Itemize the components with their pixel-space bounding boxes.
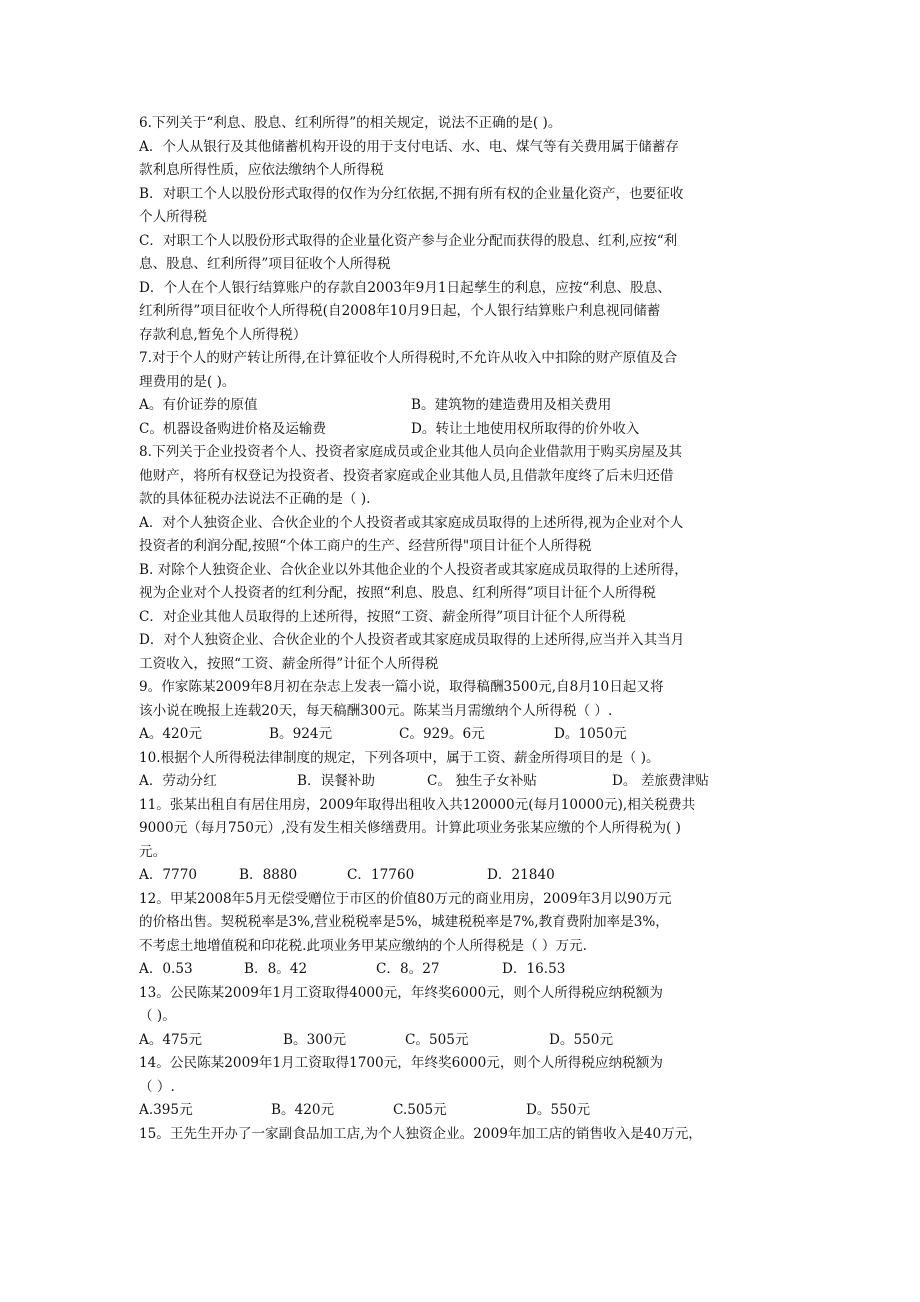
question-10-option-b: B．误餐补助 (297, 773, 375, 789)
question-13-option-b: B。300元 (283, 1031, 347, 1048)
question-6-option-d: D．个人在个人银行结算账户的存款自2003年9月1日起孳生的利息，应按“利息、股息、 (139, 279, 671, 296)
question-10-option-d: D。 差旅费津贴 (612, 773, 709, 789)
question-12-options (139, 958, 789, 982)
question-11 (139, 794, 789, 888)
question-11-stem: 11。张某出租自有居住用房，2009年取得出租收入共120000元(每月10000元),相关税费共 (139, 796, 696, 813)
question-15-stem: 15。王先生开办了一家副食品加工店,为个人独资企业。2009年加工店的销售收入是40万元， (139, 1125, 702, 1142)
question-6-option-d-cont: 红利所得”项目征收个人所得税(自2008年10月9日起，个人银行结算账户利息视同储蓄 (139, 303, 661, 319)
question-12-option-b: B．8。42 (244, 961, 308, 977)
question-11-option-a: A．7770 (139, 867, 198, 883)
question-10-option-a: A．劳动分红 (139, 773, 217, 789)
question-12 (139, 888, 789, 982)
question-7-option-c: C。机器设备购进价格及运输费 (139, 420, 327, 437)
question-11-option-b: B．8880 (239, 867, 298, 883)
question-7-stem: 7.对于个人的财产转让所得,在计算征收个人所得税时,不允许从收入中扣除的财产原值及合 (139, 350, 678, 366)
question-8 (139, 441, 789, 676)
question-6-option-a-cont: 款利息所得性质，应依法缴纳个人所得税 (139, 162, 384, 178)
question-9 (139, 676, 789, 747)
question-10-stem: 10.根据个人所得税法律制度的规定，下列各项中，属于工资、薪金所得项目的是（ )。 (139, 749, 660, 766)
document-body (139, 112, 789, 1146)
question-6-option-d-cont2: 存款利息,暂免个人所得税） (139, 326, 307, 343)
question-13 (139, 982, 789, 1053)
question-8-option-b-cont: 视为企业对个人投资者的红利分配，按照“利息、股息、红利所得”项目计征个人所得税 (139, 585, 656, 601)
question-6-option-b-cont: 个人所得税 (139, 209, 207, 225)
question-14-option-c: C.505元 (393, 1102, 447, 1118)
question-13-stem-cont: （ )。 (139, 1008, 176, 1024)
question-14-stem: 14。公民陈某2009年1月工资取得1700元，年终奖6000元，则个人所得税应纳税额为 (139, 1055, 663, 1071)
question-10-options (139, 770, 789, 794)
question-14 (139, 1052, 789, 1123)
question-7-options-row-1 (139, 394, 789, 418)
question-12-stem-cont2: 不考虑土地增值税和印花税.此项业务甲某应缴纳的个人所得税是（ ）万元. (139, 937, 587, 954)
question-10 (139, 747, 789, 794)
question-8-option-d: D．对个人独资企业、合伙企业的个人投资者或其家庭成员取得的上述所得,应当并入其当月 (139, 632, 685, 648)
question-9-option-d: D。1050元 (554, 726, 627, 742)
question-8-option-b: B. 对除个人独资企业、合伙企业以外其他企业的个人投资者或其家庭成员取得的上述所得， (139, 561, 688, 578)
question-11-options (139, 864, 789, 888)
question-14-stem-cont: （ ）. (139, 1078, 175, 1095)
question-9-stem: 9。作家陈某2009年8月初在杂志上发表一篇小说，取得稿酬3500元,自8月10日起又将 (139, 679, 664, 695)
question-6-option-c: C．对职工个人以股份形式取得的企业量化资产参与企业分配而获得的股息、红利,应按“利 (139, 232, 678, 249)
question-6-option-b: B．对职工个人以股份形式取得的仅作为分红依据,不拥有所有权的企业量化资产，也要征收 (139, 185, 684, 202)
question-7-option-b: B。建筑物的建造费用及相关费用 (411, 397, 612, 413)
question-11-stem-cont2: 元。 (139, 843, 167, 860)
question-11-option-d: D．21840 (487, 867, 555, 883)
question-7-option-a: A。有价证券的原值 (139, 397, 258, 413)
question-10-option-c: C。 独生子女补贴 (427, 773, 537, 789)
question-12-stem: 12。甲某2008年5月无偿受赠位于市区的价值80万元的商业用房，2009年3月以90万元 (139, 890, 672, 907)
question-8-option-a: A．对个人独资企业、合伙企业的个人投资者或其家庭成员取得的上述所得,视为企业对个人 (139, 514, 684, 531)
question-14-options (139, 1099, 789, 1123)
question-12-option-d: D．16.53 (502, 961, 566, 977)
question-6 (139, 112, 789, 347)
question-8-stem: 8.下列关于企业投资者个人、投资者家庭成员或企业其他人员向企业借款用于购买房屋及其 (139, 444, 683, 460)
question-9-options (139, 723, 789, 747)
question-7-option-d: D。转让土地使用权所取得的价外收入 (411, 420, 640, 437)
question-9-option-c: C。929。6元 (399, 726, 485, 742)
question-7-stem-cont: 理费用的是( )。 (139, 373, 236, 390)
question-14-option-a: A.395元 (139, 1102, 193, 1118)
question-13-option-a: A。475元 (139, 1031, 202, 1048)
question-8-option-a-cont: 投资者的利润分配,按照“个体工商户的生产、经营所得"项目计征个人所得税 (139, 538, 592, 554)
question-13-option-c: C。505元 (405, 1031, 469, 1048)
question-6-stem: 6.下列关于“利息、股息、红利所得”的相关规定，说法不正确的是( )。 (139, 115, 562, 131)
question-7 (139, 347, 789, 441)
question-15 (139, 1123, 789, 1147)
question-9-stem-cont: 该小说在晚报上连载20天，每天稿酬300元。陈某当月需缴纳个人所得税（ ）. (139, 702, 613, 719)
question-11-option-c: C．17760 (347, 867, 415, 883)
question-6-option-c-cont: 息、股息、红利所得”项目征收个人所得税 (139, 256, 391, 272)
question-12-option-c: C．8。27 (376, 961, 440, 977)
question-13-options (139, 1029, 789, 1053)
question-8-stem-cont2: 款的具体征税办法说法不正确的是（ ). (139, 491, 371, 507)
question-13-stem: 13。公民陈某2009年1月工资取得4000元，年终奖6000元，则个人所得税应纳税额为 (139, 984, 663, 1001)
question-12-stem-cont: 的价格出售。契税税率是3%,营业税税率是5%，城建税税率是7%,教育费附加率是3%， (139, 914, 669, 930)
question-6-option-a: A．个人从银行及其他储蓄机构开设的用于支付电话、水、电、煤气等有关费用属于储蓄存 (139, 138, 679, 155)
question-9-option-a: A。420元 (139, 726, 202, 742)
question-14-option-b: B。420元 (271, 1102, 335, 1118)
question-7-options-row-2 (139, 418, 789, 442)
question-9-option-b: B。924元 (269, 726, 333, 742)
question-14-option-d: D。550元 (526, 1102, 591, 1118)
question-11-stem-cont: 9000元（每月750元）,没有发生相关修缮费用。计算此项业务张某应缴的个人所得税为( ) (139, 820, 681, 836)
question-13-option-d: D。550元 (549, 1031, 614, 1048)
question-12-option-a: A．0.53 (139, 961, 193, 977)
question-8-option-c: C．对企业其他人员取得的上述所得，按照“工资、薪金所得”项目计征个人所得税 (139, 608, 626, 625)
question-8-stem-cont: 他财产，将所有权登记为投资者、投资者家庭或企业其他人员,且借款年度终了后未归还借 (139, 467, 674, 484)
question-8-option-d-cont: 工资收入，按照“工资、薪金所得”计征个人所得税 (139, 655, 439, 672)
